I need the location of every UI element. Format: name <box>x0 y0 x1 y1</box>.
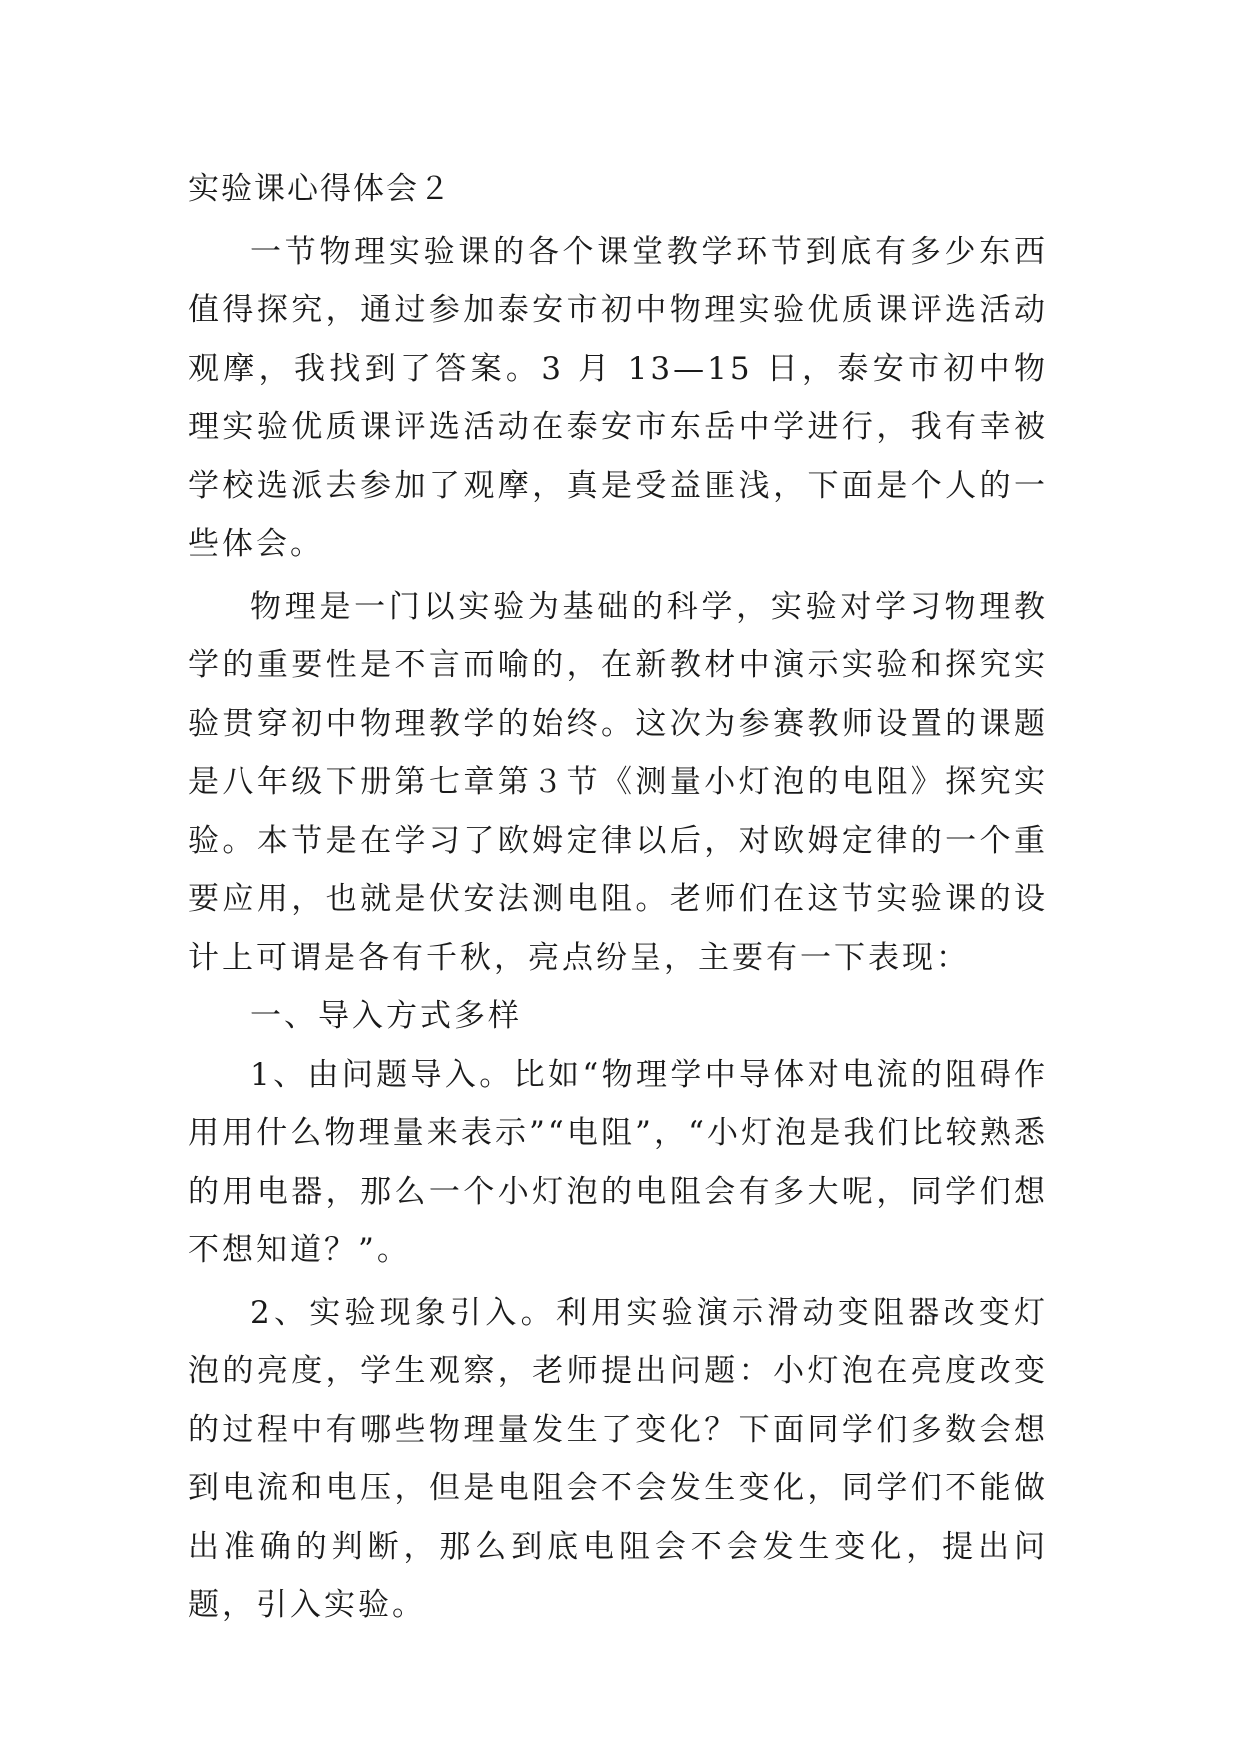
paragraph-item-2-phenomenon-intro: 2、实验现象引入。利用实验演示滑动变阻器改变灯泡的亮度，学生观察，老师提出问题：小灯泡在亮度改变的过程中有哪些物理量发生了变化？下面同学们多数会想到电流和电压，但是电阻会不会发生变化，同学们不能做出准确的判断，那么到底电阻会不会发生变化，提出问题，引入实验。 <box>188 1294 1048 1623</box>
paragraph-physics-experiment: 物理是一门以实验为基础的科学，实验对学习物理教学的重要性是不言而喻的，在新教材中演示实验和探究实验贯穿初中物理教学的始终。这次为参赛教师设置的课题是八年级下册第七章第３节《测量小灯泡的电阻》探究实验。本节是在学习了欧姆定律以后，对欧姆定律的一个重要应用，也就是伏安法测电阻。老师们在这节实验课的设计上可谓是各有千秋，亮点纷呈，主要有一下表现： <box>188 588 1048 976</box>
document-body <box>188 160 1048 1635</box>
section-heading-introduction-methods: 一、导入方式多样 <box>250 998 522 1034</box>
paragraph-intro: 一节物理实验课的各个课堂教学环节到底有多少东西值得探究，通过参加泰安市初中物理实验优质课评选活动观摩，我找到了答案。3 月 13—15 日，泰安市初中物理实验优质课评选活动在泰安市东岳中学进行，我有幸被学校选派去参加了观摩，真是受益匪浅，下面是个人的一些体会。 <box>188 233 1048 562</box>
document-title: 实验课心得体会２ <box>188 171 452 207</box>
paragraph-item-1-question-intro: 1、由问题导入。比如“物理学中导体对电流的阻碍作用用什么物理量来表示”“电阻”，“小灯泡是我们比较熟悉的用电器，那么一个小灯泡的电阻会有多大呢，同学们想不想知道？”。 <box>188 1056 1048 1268</box>
